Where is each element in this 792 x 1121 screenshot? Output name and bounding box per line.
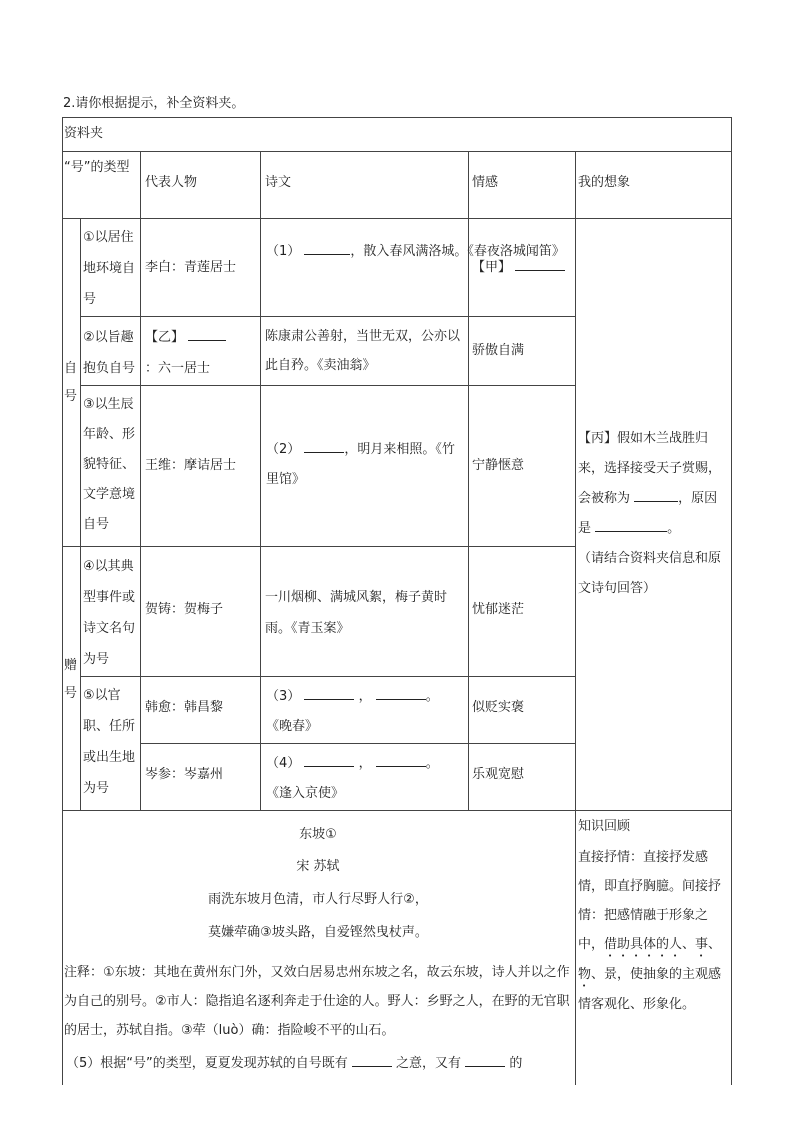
imagine-blank-reason[interactable] [595, 518, 667, 532]
emotion-blank-jia[interactable] [515, 257, 565, 271]
row5-type: ⑤以官职、任所或出生地为号 [83, 688, 136, 796]
row6-emotion: 乐观宽慰 [472, 767, 525, 782]
row1-person: 李白：青莲居士 [145, 260, 237, 275]
knowledge-text: 直接抒情：直接抒发感情，即直抒胸臆。间接抒情：把感情融于形象之中，借助具体的人、事、物、景，使抽象的主观感情客观化、形象化。 [578, 850, 722, 1012]
header-emotion: 情感 [472, 175, 499, 190]
question-5: （5）根据“号”的类型，夏夏发现苏轼的自号既有 之意，又有 的 [66, 1052, 522, 1076]
q5-blank-2[interactable] [465, 1053, 505, 1067]
poem-blank-4a[interactable] [304, 753, 354, 767]
row5-emotion: 似贬实褒 [472, 700, 525, 715]
header-imagine: 我的想象 [578, 175, 631, 190]
header-person: 代表人物 [145, 175, 198, 190]
row3-type: ③以生辰年龄、形貌特征、文学意境自号 [83, 397, 136, 532]
row3-person: 王维：摩诘居士 [145, 458, 237, 473]
row3-emotion: 宁静惬意 [472, 458, 525, 473]
knowledge-title: 知识回顾 [578, 819, 631, 834]
poem-line-2: 莫嫌荦确③坡头路，自爱铿然曳杖声。 [208, 925, 428, 940]
poem-notes: 注释：①东坡：其地在黄州东门外，又效白居易忠州东坡之名，故云东坡，诗人并以之作为自己的别号。②市人：隐指追名逐利奔走于仕途的人。野人：乡野之人，在野的无官职的居士，苏轼自指。③荦（luò）确：指险峻不平的山石。 [64, 965, 570, 1038]
poem-blank-3b[interactable] [376, 686, 426, 700]
poem-blank-3a[interactable] [304, 686, 354, 700]
q5-blank-1[interactable] [352, 1053, 392, 1067]
poem-blank-1[interactable] [304, 241, 350, 255]
poem-line-1: 雨洗东坡月色清，市人行尽野人行②， [208, 892, 428, 907]
imagine-text: 【丙】假如木兰战胜归来，选择接受天子赏赐，会被称为 ，原因是 。 （请结合资料夹信息和原文诗句回答） [578, 431, 722, 596]
row1-emotion: 【甲】 [472, 256, 565, 280]
row4-person: 贺铸：贺梅子 [145, 602, 224, 617]
row4-poem: 一川烟柳、满城风絮，梅子黄时雨。《青玉案》 [265, 590, 448, 636]
row6-person: 岑参：岑嘉州 [145, 767, 224, 782]
table-title: 资料夹 [64, 126, 104, 141]
row4-type: ④以其典型事件或诗文名句为号 [83, 559, 136, 667]
row4-emotion: 忧郁迷茫 [472, 602, 525, 617]
group-label-gift: 赠号 [64, 658, 78, 701]
poem-blank-4b[interactable] [376, 753, 426, 767]
row5-poem: （3） ， 。 《晚春》 [266, 682, 439, 742]
poem-author: 宋 苏轼 [296, 859, 340, 874]
poem-title: 东坡① [299, 827, 337, 842]
person-blank-yi[interactable] [188, 327, 226, 341]
row2-type: ②以旨趣抱负自号 [83, 330, 136, 376]
imagine-blank-name[interactable] [634, 488, 678, 502]
question-title: 2.请你根据提示，补全资料夹。 [63, 96, 245, 111]
row1-type: ①以居住地环境自号 [83, 230, 136, 307]
row3-poem: （2） ，明月来相照。《竹里馆》 [266, 435, 466, 495]
row2-person: 【乙】 ：六一居士 [145, 322, 226, 384]
row2-emotion: 骄傲自满 [472, 343, 525, 358]
row5-person: 韩愈：韩昌黎 [145, 700, 224, 715]
row2-poem: 陈康肃公善射，当世无双，公亦以此自矜。《卖油翁》 [265, 329, 461, 373]
poem-blank-2[interactable] [304, 439, 344, 453]
header-type: “号”的类型 [64, 160, 130, 175]
row6-poem: （4） ， 。 《逢入京使》 [266, 749, 439, 809]
group-label-self: 自号 [64, 361, 78, 404]
row1-poem: （1） ，散入春风满洛城。《春夜洛城闻笛》 [266, 240, 565, 264]
header-poem: 诗文 [265, 175, 292, 190]
